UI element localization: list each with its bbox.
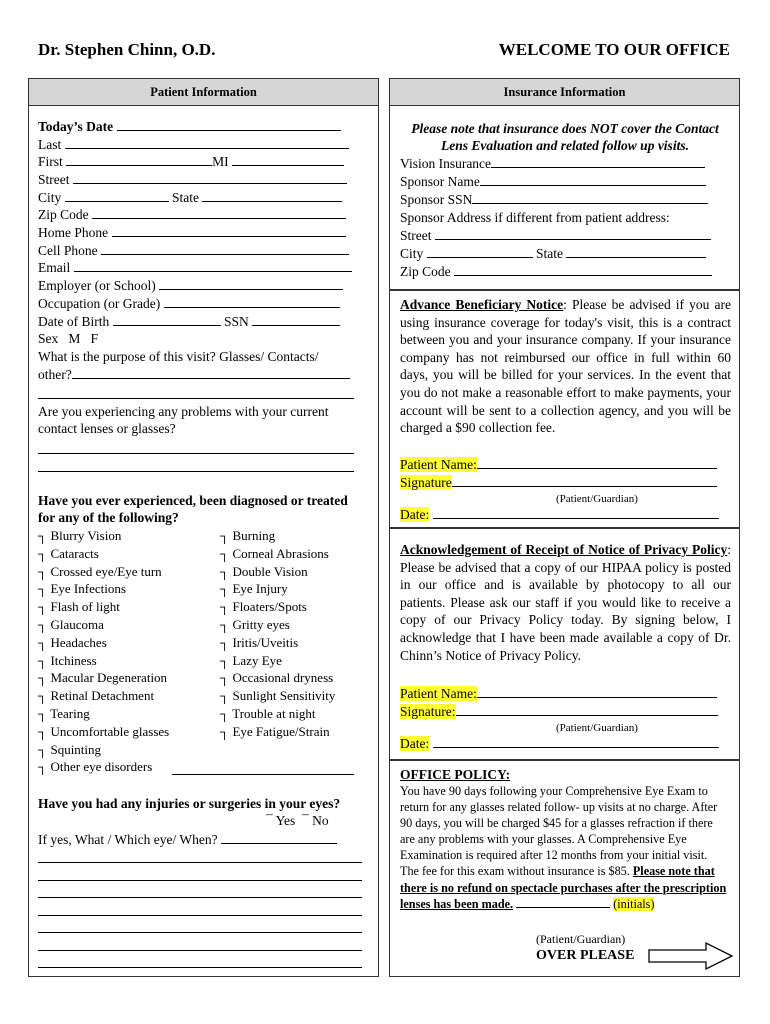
abn-signature-field[interactable]: Signature [400, 474, 717, 491]
abn-patient-name-field[interactable]: Patient Name: [400, 456, 717, 473]
condition-label: Gritty eyes [232, 617, 290, 632]
abn-guardian-label: (Patient/Guardian) [556, 493, 638, 505]
checkbox-icon[interactable]: ┐ [220, 581, 233, 597]
no-checkbox[interactable]: ¯ [302, 813, 313, 828]
other-purpose-field[interactable]: other? [38, 366, 350, 383]
checkbox-icon[interactable]: ┐ [220, 545, 233, 561]
condition-label: Eye Infections [50, 581, 126, 597]
checkbox-icon[interactable]: ┐ [220, 723, 233, 739]
condition-label: Floaters/Spots [232, 599, 307, 615]
condition-gritty-eyes[interactable] [220, 616, 290, 634]
condition-trouble-at-night[interactable] [220, 705, 316, 723]
condition-squinting[interactable] [38, 741, 101, 759]
condition-label: Eye Fatigue/Strain [232, 723, 330, 739]
checkbox-icon[interactable]: ┐ [220, 599, 233, 615]
injury-line[interactable] [38, 967, 362, 968]
sponsor-ssn-field[interactable]: Sponsor SSN [400, 191, 708, 208]
right-arrow-icon [648, 941, 734, 971]
problems-line-1[interactable] [38, 453, 354, 454]
condition-iritis-uveitis[interactable] [220, 634, 298, 652]
condition-eye-infections[interactable] [38, 580, 126, 598]
abn-text: Advance Beneficiary Notice: Please be advised if you are using insurance coverage for today's visit, this is a contract between you and your insurance company. If your insurance company has not reimbursed our office in full within 60 days, you will be billed for your services. In the event that you do not make a reasonable effort to make payments, your account will be sent to a collection agency, and you will be charged a $90 collection fee. [400, 297, 731, 436]
checkbox-icon[interactable]: ┐ [38, 581, 51, 597]
condition-label: Occasional dryness [232, 670, 334, 686]
yes-no-options: ¯ Yes ¯ No [266, 813, 329, 828]
home-phone-field[interactable]: Home Phone [38, 224, 346, 241]
condition-cataracts[interactable] [38, 545, 99, 563]
insurance-info-title: Insurance Information [390, 79, 739, 106]
which-eye-field[interactable]: If yes, What / Which eye/ When? [38, 831, 337, 848]
condition-headaches[interactable] [38, 634, 107, 652]
condition-label: Flash of light [50, 599, 120, 615]
abn-title: Advance Beneficiary Notice [400, 297, 564, 312]
condition-label: Squinting [50, 741, 102, 757]
checkbox-icon[interactable]: ┐ [38, 528, 51, 543]
checkbox-icon[interactable]: ┐ [220, 706, 233, 721]
condition-label: Corneal Abrasions [232, 545, 329, 561]
condition-flash-of-light[interactable] [38, 598, 120, 616]
injury-line[interactable] [38, 932, 362, 933]
checkbox-icon[interactable]: ┐ [220, 563, 233, 579]
condition-label: Sunlight Sensitivity [232, 688, 336, 704]
sponsor-name-field[interactable]: Sponsor Name [400, 173, 706, 190]
condition-lazy-eye[interactable] [220, 652, 282, 670]
office-guardian-label: (Patient/Guardian) [536, 932, 626, 946]
condition-label: Burning [232, 528, 276, 543]
dob-ssn-field[interactable]: Date of Birth SSN [38, 313, 340, 330]
checkbox-icon[interactable]: ┐ [38, 545, 51, 561]
condition-label: Other eye disorders [50, 759, 153, 775]
condition-eye-injury[interactable] [220, 580, 288, 598]
privacy-signature-field[interactable]: Signature: [400, 703, 718, 720]
checkbox-icon[interactable]: ┐ [220, 670, 233, 686]
condition-sunlight-sensitivity[interactable] [220, 687, 335, 705]
abn-date-field[interactable]: Date: [400, 506, 719, 523]
checkbox-icon[interactable]: ┐ [38, 617, 51, 632]
checkbox-icon[interactable]: ┐ [220, 617, 233, 632]
injury-line[interactable] [38, 915, 362, 916]
privacy-patient-name-field[interactable]: Patient Name: [400, 685, 717, 702]
doctor-name: Dr. Stephen Chinn, O.D. [38, 40, 216, 59]
privacy-text: Acknowledgement of Receipt of Notice of Privacy Policy: Please be advised that a copy of our HIPAA policy is posted in our office and is available by photocopy to all our patients. Please ask our staff if you would like to receive a copy of our Privacy Policy today. By signing below, I acknowledge that I have been made available a copy of Dr. Chinn’s Notice of Privacy Policy. [400, 542, 731, 663]
condition-label: Macular Degeneration [50, 670, 168, 686]
checkbox-icon[interactable]: ┐ [38, 634, 51, 650]
todays-date-field[interactable]: Today’s Date [38, 118, 341, 135]
condition-label: Cataracts [50, 545, 99, 561]
condition-occasional-dryness[interactable] [220, 669, 333, 687]
city-state-field[interactable]: City State [38, 189, 342, 206]
office-policy-text: You have 90 days following your Comprehensive Eye Exam to return for any glasses related follow- up visits at no charge. After 90 days, you will be charged $45 for a glasses refraction if there are any problems with your glasses. A Comprehensive Eye Examination is required after 12 months from your initial visit. The fee for this exam without insurance is $85. Please note that there is no refund on spectacle purchases after the prescription lenses has been made. (initials) [400, 784, 727, 911]
checkbox-icon[interactable]: ┐ [220, 528, 233, 543]
vision-insurance-field[interactable]: Vision Insurance [400, 155, 705, 172]
ins-city-state-field[interactable]: City State [400, 245, 706, 262]
condition-eye-fatigue-strain[interactable] [220, 723, 330, 741]
condition-crossed-eye-eye-turn[interactable] [38, 563, 162, 581]
street-field[interactable]: Street [38, 171, 347, 188]
ins-street-field[interactable]: Street [400, 227, 711, 244]
first-name-field[interactable]: First MI [38, 153, 344, 170]
condition-label: Crossed eye/Eye turn [50, 563, 162, 579]
office-policy-title: OFFICE POLICY: [400, 767, 511, 782]
condition-macular-degeneration[interactable] [38, 669, 167, 687]
occupation-field[interactable]: Occupation (or Grade) [38, 295, 340, 312]
checkbox-icon[interactable]: ┐ [38, 652, 51, 668]
condition-label: Iritis/Uveitis [232, 634, 299, 650]
condition-label: Blurry Vision [50, 528, 122, 543]
patient-info-title: Patient Information [29, 79, 378, 106]
checkbox-icon[interactable]: ┐ [38, 723, 51, 739]
history-question: Have you ever experienced, been diagnosed or treated for any of the following? [38, 493, 348, 525]
condition-label: Eye Injury [232, 581, 288, 597]
condition-label: Uncomfortable glasses [50, 723, 170, 739]
condition-itchiness[interactable] [38, 652, 97, 670]
privacy-guardian-label: (Patient/Guardian) [556, 722, 638, 734]
employer-field[interactable]: Employer (or School) [38, 277, 343, 294]
welcome-title: WELCOME TO OUR OFFICE [498, 40, 730, 59]
privacy-title: Acknowledgement of Receipt of Notice of Privacy Policy [400, 542, 728, 557]
condition-blurry-vision[interactable] [38, 527, 121, 545]
visit-purpose-label: What is the purpose of this visit? Glasses/ Contacts/ [38, 349, 319, 364]
condition-label: Trouble at night [232, 706, 316, 721]
injury-line[interactable] [38, 950, 362, 951]
checkbox-icon[interactable]: ┐ [38, 706, 51, 721]
condition-label: Double Vision [232, 563, 308, 579]
email-field[interactable]: Email [38, 259, 352, 276]
condition-other-eye-disorders[interactable] [38, 758, 152, 776]
injury-line[interactable] [38, 880, 362, 881]
injury-question: Have you had any injuries or surgeries in your eyes? [38, 796, 341, 811]
zip-field[interactable]: Zip Code [38, 206, 346, 223]
condition-label: Headaches [50, 634, 107, 650]
condition-label: Retinal Detachment [50, 688, 155, 704]
over-please-label: OVER PLEASE [536, 948, 635, 963]
checkbox-icon[interactable]: ┐ [220, 634, 233, 650]
checkbox-icon[interactable]: ┐ [38, 563, 51, 579]
checkbox-icon[interactable]: ┐ [38, 599, 51, 615]
last-name-field[interactable]: Last [38, 136, 349, 153]
insurance-note: Please note that insurance does NOT cover the Contact Lens Evaluation and related follow up visits. [411, 121, 719, 153]
condition-label: Tearing [50, 706, 90, 721]
problems-question: Are you experiencing any problems with your current contact lenses or glasses? [38, 404, 329, 436]
ins-zip-field[interactable]: Zip Code [400, 263, 712, 280]
checkbox-icon[interactable]: ┐ [38, 670, 51, 686]
checkbox-icon[interactable]: ┐ [38, 741, 51, 757]
condition-uncomfortable-glasses[interactable] [38, 723, 169, 741]
checkbox-icon[interactable]: ┐ [220, 688, 233, 704]
checkbox-icon[interactable]: ┐ [220, 652, 233, 668]
condition-label: Lazy Eye [232, 652, 282, 668]
condition-glaucoma[interactable] [38, 616, 104, 634]
condition-corneal-abrasions[interactable] [220, 545, 329, 563]
sponsor-address-label: Sponsor Address if different from patient address: [400, 210, 670, 225]
other-disorders-line[interactable] [172, 774, 354, 775]
checkbox-icon[interactable]: ┐ [38, 759, 51, 775]
problems-line-2[interactable] [38, 471, 354, 472]
injury-line[interactable] [38, 862, 362, 863]
condition-burning[interactable] [220, 527, 275, 545]
condition-tearing[interactable] [38, 705, 90, 723]
checkbox-icon[interactable]: ┐ [38, 688, 51, 704]
yes-checkbox[interactable]: ¯ [266, 813, 276, 828]
condition-label: Glaucoma [50, 617, 104, 632]
condition-double-vision[interactable] [220, 563, 308, 581]
purpose-line[interactable] [38, 398, 354, 399]
privacy-date-field[interactable]: Date: [400, 735, 719, 752]
condition-floaters-spots[interactable] [220, 598, 307, 616]
condition-retinal-detachment[interactable] [38, 687, 154, 705]
sex-field[interactable]: Sex M F [38, 331, 99, 346]
condition-label: Itchiness [50, 652, 97, 668]
injury-line[interactable] [38, 897, 362, 898]
cell-phone-field[interactable]: Cell Phone [38, 242, 349, 259]
